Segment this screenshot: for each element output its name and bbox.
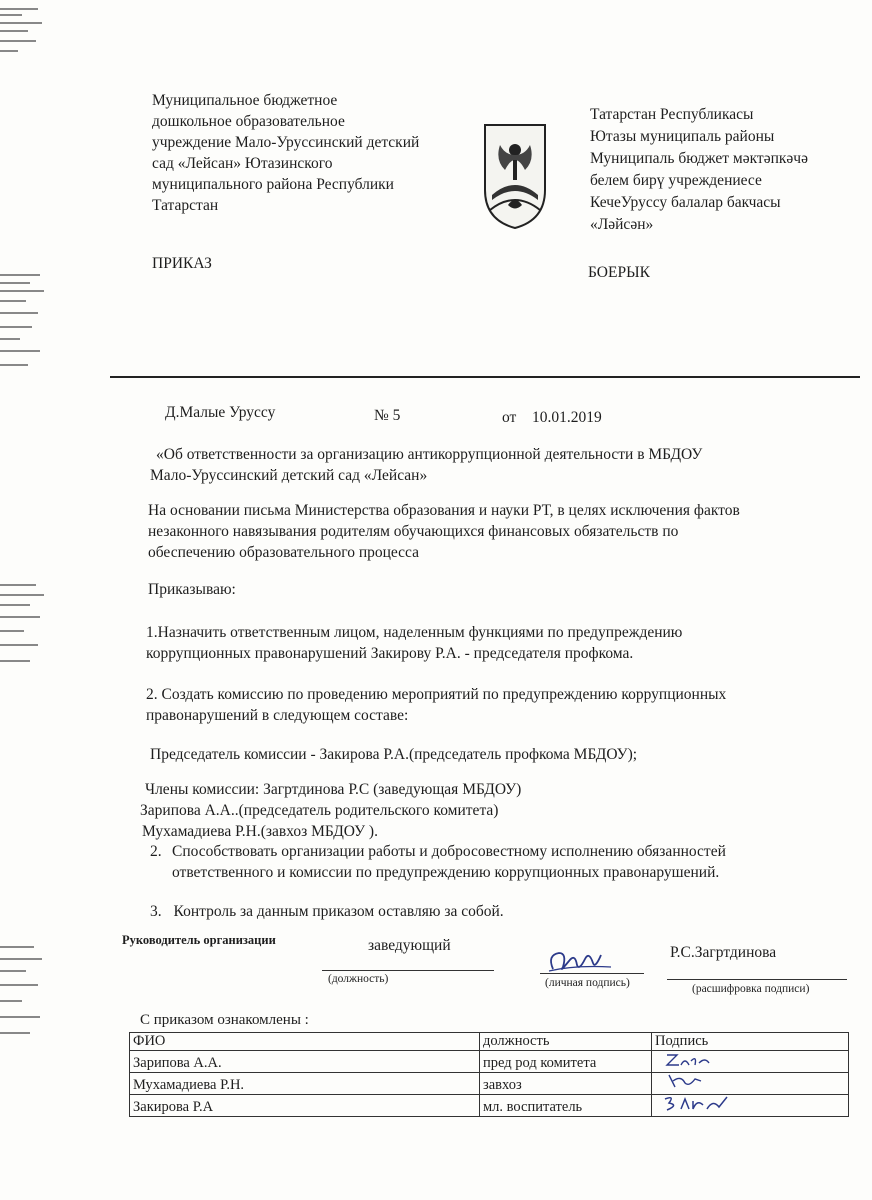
basis-line: незаконного навязывания родителям обучающихся финансовых обязательств по	[148, 523, 679, 540]
org-line: Татарстан Республикасы	[590, 106, 754, 123]
acquainted-table	[129, 1032, 849, 1117]
col-header-position: должность	[480, 1033, 652, 1051]
member-line: Мухамадиева Р.Н.(завхоз МБДОУ ).	[142, 823, 378, 840]
org-line: Муниципальное бюджетное	[152, 92, 338, 109]
cell-signature	[652, 1051, 849, 1073]
order-word: Приказываю:	[148, 581, 236, 598]
header-divider	[110, 376, 860, 378]
org-line: дошкольное образовательное	[152, 113, 345, 130]
cell-name: Зарипова А.А.	[130, 1051, 480, 1073]
table-row	[130, 1073, 849, 1095]
head-position: заведующий	[368, 937, 451, 954]
position-line	[322, 970, 494, 971]
item-line: Способствовать организации работы и добросовестному исполнению обязанностей	[172, 843, 726, 860]
doc-place: Д.Малые Уруссу	[165, 404, 276, 421]
org-name-ru	[152, 90, 472, 216]
cell-position: пред род комитета	[480, 1051, 652, 1073]
acquainted-title: С приказом ознакомлены :	[140, 1012, 309, 1028]
order-basis	[148, 500, 848, 563]
scan-artifact-mid1	[0, 270, 46, 390]
org-line: Муниципаль бюджет мәктәпкәчә	[590, 150, 808, 167]
org-line: муниципального района Республики	[152, 176, 394, 193]
name-caption: (расшифровка подписи)	[692, 983, 810, 995]
order-item-2	[146, 684, 846, 726]
title-line: Мало-Уруссинский детский сад «Лейсан»	[150, 467, 428, 484]
member-line: Члены комиссии: Загртдинова Р.С (заведующая МБДОУ)	[145, 781, 522, 798]
signature-icon	[655, 1073, 715, 1089]
doc-number: № 5	[374, 407, 401, 424]
order-item-3	[150, 901, 850, 922]
member-line: Зарипова А.А..(председатель родительского комитета)	[140, 802, 499, 819]
scan-artifact-mid2	[0, 580, 46, 690]
doc-type-ru: ПРИКАЗ	[152, 255, 212, 272]
item-line: 1.Назначить ответственным лицом, наделенным функциями по предупреждению	[146, 624, 683, 641]
coat-of-arms-icon	[480, 120, 550, 230]
item-line: правонарушений в следующем составе:	[146, 707, 409, 724]
order-item-2b	[150, 841, 850, 883]
doc-type-tt: БОЕРЫК	[588, 264, 650, 281]
head-name: Р.С.Загртдинова	[670, 944, 777, 961]
item-line: 2. Создать комиссию по проведению мероприятий по предупреждению коррупционных	[146, 686, 727, 703]
position-caption: (должность)	[328, 973, 389, 985]
cell-signature	[652, 1095, 849, 1117]
cell-position: завхоз	[480, 1073, 652, 1095]
org-name-tt	[590, 104, 860, 236]
org-line: Ютазы муниципаль районы	[590, 128, 775, 145]
scan-artifact-top	[0, 0, 46, 60]
cell-name: Мухамадиева Р.Н.	[130, 1073, 480, 1095]
col-header-fio: ФИО	[130, 1033, 480, 1051]
doc-date: 10.01.2019	[532, 409, 602, 426]
table-row	[130, 1095, 849, 1117]
cell-signature	[652, 1073, 849, 1095]
cell-position: мл. воспитатель	[480, 1095, 652, 1117]
org-line: сад «Лейсан» Ютазинского	[152, 155, 333, 172]
org-line: Татарстан	[152, 197, 219, 214]
org-line: «Ләйсән»	[590, 216, 654, 233]
item-line: коррупционных правонарушений Закирову Р.А. - председателя профкома.	[146, 645, 634, 662]
item-line: ответственного и комиссии по предупреждению коррупционных правонарушений.	[172, 864, 720, 881]
cell-name: Закирова Р.А	[130, 1095, 480, 1117]
signature-icon	[655, 1051, 715, 1067]
org-line: КечеУруссу балалар бакчасы	[590, 194, 781, 211]
org-line: белем бирү учреждениесе	[590, 172, 762, 189]
signature-icon	[655, 1095, 735, 1111]
org-line: учреждение Мало-Уруссинский детский	[152, 134, 420, 151]
item-number: 2.	[150, 843, 162, 860]
title-line: «Об ответственности за организацию антикоррупционной деятельности в МБДОУ	[156, 446, 703, 463]
commission-chair: Председатель комиссии - Закирова Р.А.(председатель профкома МБДОУ);	[150, 746, 638, 763]
basis-line: На основании письма Министерства образования и науки РТ, в целях исключения фактов	[148, 502, 740, 519]
head-label: Руководитель организации	[122, 933, 276, 947]
table-row	[130, 1051, 849, 1073]
signature-caption: (личная подпись)	[545, 977, 630, 989]
item-number: 3.	[150, 903, 162, 920]
item-text: Контроль за данным приказом оставляю за собой.	[173, 903, 504, 920]
commission-members	[140, 779, 745, 842]
basis-line: обеспечению образовательного процесса	[148, 544, 420, 561]
doc-date-label: от	[502, 409, 517, 426]
col-header-signature: Подпись	[652, 1033, 849, 1051]
order-item-1	[146, 622, 846, 664]
name-line	[667, 979, 847, 980]
table-header-row	[130, 1033, 849, 1051]
order-title	[150, 444, 850, 486]
scan-artifact-bottom	[0, 940, 46, 1060]
